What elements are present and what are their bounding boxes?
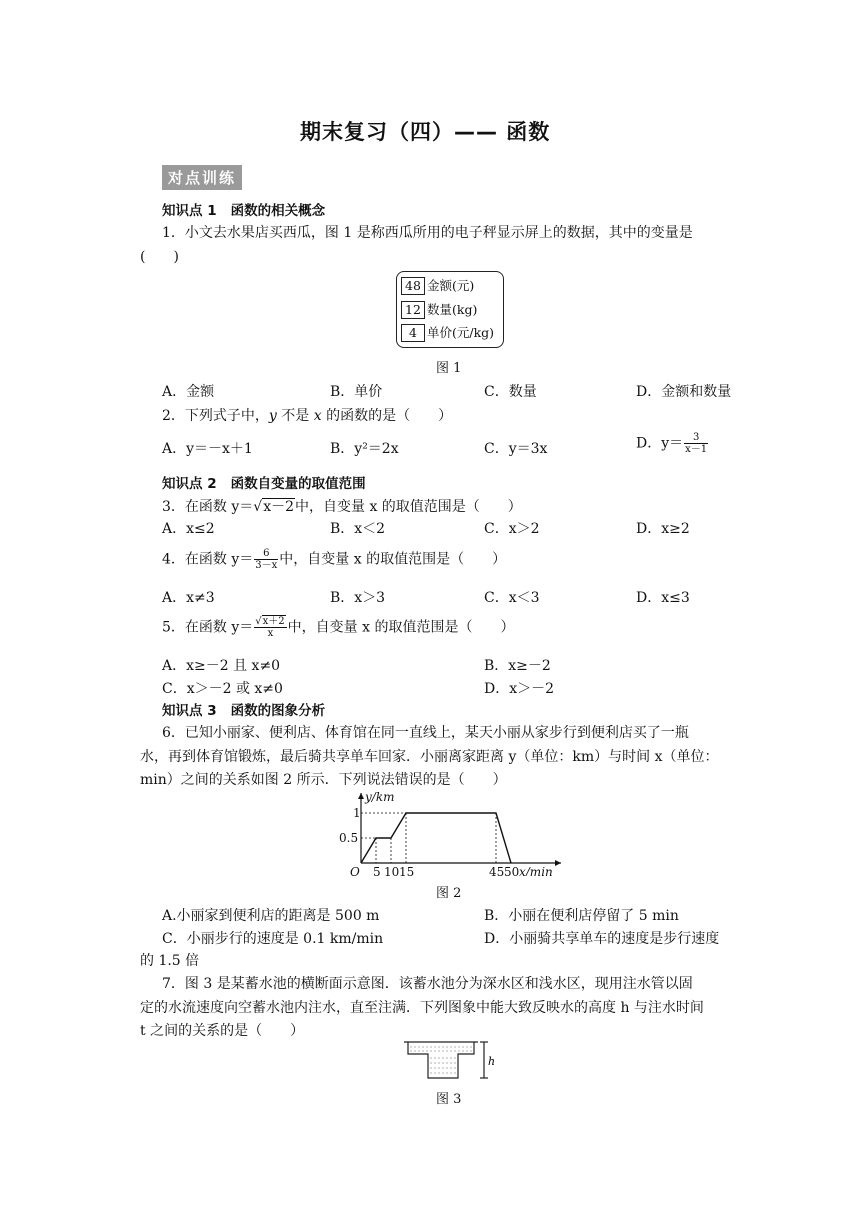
- figure-3-caption: 图 3: [436, 1092, 462, 1107]
- x-tick-label: 45: [489, 865, 505, 876]
- y-axis-arrow: [358, 793, 364, 799]
- scale-display-figure: [396, 271, 504, 348]
- question-5-stem: [162, 616, 514, 639]
- question-7-line-1: 7．图 3 是某蓄水池的横断面示意图．该蓄水池分为深水区和浅水区，现用注水管以固: [162, 976, 693, 992]
- q2-d-text: D．y＝: [636, 435, 684, 452]
- series-line: [361, 813, 511, 863]
- kp-number: 知识点 1: [162, 203, 217, 219]
- q1-option-a[interactable]: A．金额: [162, 384, 215, 400]
- q2-text: 不是: [276, 408, 314, 424]
- q3-text: 中，自变量 x 的取值范围是（ ）: [295, 499, 522, 515]
- numerator: 3: [684, 432, 708, 444]
- numerator: √x＋2: [255, 616, 285, 627]
- fraction: [684, 432, 708, 455]
- denominator: x: [267, 628, 274, 639]
- q3-option-c[interactable]: C．x＞2: [484, 521, 540, 537]
- question-7-line-2: 定的水流速度向空蓄水池内注水，直至注满．下列图象中能大致反映水的高度 h 与注水时间: [140, 1000, 704, 1016]
- scale-value: 4: [401, 324, 425, 342]
- scale-row: [401, 300, 477, 319]
- section-label: 对点训练: [162, 165, 242, 190]
- scale-label: 单价(元/kg): [427, 325, 495, 340]
- y-axis-label: y/km: [365, 790, 395, 804]
- x-tick-label: 50: [504, 865, 520, 876]
- kp-number: 知识点 3: [162, 703, 217, 719]
- kp-title: 函数的相关概念: [230, 203, 326, 219]
- x-tick-label: 15: [399, 865, 415, 876]
- q2-text: 的函数的是（ ）: [321, 408, 453, 424]
- q1-option-b[interactable]: B．单价: [330, 384, 383, 400]
- fraction: [254, 548, 278, 571]
- q2-var-y: y: [268, 408, 277, 424]
- scale-value: 48: [401, 277, 425, 295]
- scale-value: 12: [401, 301, 425, 319]
- q6-option-d[interactable]: D．小丽骑共享单车的速度是步行速度: [484, 931, 720, 947]
- x-axis-label: x/min: [519, 865, 553, 876]
- question-3-stem: 3．在函数 y＝√x－2中，自变量 x 的取值范围是（ ）: [162, 499, 522, 515]
- q2-option-c[interactable]: C．y＝3x: [484, 441, 548, 457]
- q6-option-b[interactable]: B．小丽在便利店停留了 5 min: [484, 908, 679, 924]
- q5-option-a[interactable]: A．x≥－2 且 x≠0: [162, 658, 281, 674]
- question-6-line-1: 6．已知小丽家、便利店、体育馆在同一直线上，某天小丽从家步行到便利店买了一瓶: [162, 725, 689, 741]
- sqrt-expr: x－2: [263, 499, 295, 515]
- kp-title: 函数的图象分析: [230, 703, 326, 719]
- q5-option-c[interactable]: C．x＞－2 或 x≠0: [162, 681, 283, 697]
- fraction: [254, 616, 286, 639]
- q6-option-d-continued: 的 1.5 倍: [140, 953, 200, 969]
- scale-row: [401, 276, 474, 295]
- q3-option-d[interactable]: D．x≥2: [636, 521, 690, 537]
- question-6-line-2: 水，再到体育馆锻炼，最后骑共享单车回家．小丽离家距离 y（单位：km）与时间 x（单位：: [140, 749, 719, 765]
- denominator: 3－x: [255, 560, 278, 571]
- q2-option-d[interactable]: [636, 432, 709, 455]
- scale-label: 数量(kg): [427, 302, 478, 317]
- q2-text: 2．下列式子中，: [162, 408, 269, 424]
- x-axis-arrow: [555, 860, 561, 866]
- q4-option-a[interactable]: A．x≠3: [162, 590, 215, 606]
- q1-option-d[interactable]: D．金额和数量: [636, 384, 732, 400]
- q3-text: 3．在函数 y＝: [162, 499, 254, 515]
- reservoir-outline: [408, 1042, 474, 1078]
- knowledge-point-1: [162, 199, 325, 219]
- page-title: 期末复习（四）—— 函数: [300, 120, 551, 144]
- x-tick-label: 5: [373, 865, 381, 876]
- x-tick-label: 10: [384, 865, 400, 876]
- distance-time-chart: [330, 788, 570, 876]
- denominator: x－1: [685, 444, 708, 455]
- sqrt-expr: x＋2: [262, 616, 285, 627]
- kp-title: 函数自变量的取值范围: [230, 476, 366, 492]
- question-7-line-3: t 之间的关系的是（ ）: [140, 1023, 305, 1039]
- scale-row: [401, 323, 494, 342]
- question-6-line-3: min）之间的关系如图 2 所示．下列说法错误的是（ ）: [140, 772, 507, 788]
- y-tick-label: 1: [353, 806, 361, 820]
- reservoir-cross-section-figure: [400, 1036, 500, 1086]
- q1-option-c[interactable]: C．数量: [484, 384, 537, 400]
- q5-text: 中，自变量 x 的取值范围是（ ）: [287, 619, 515, 636]
- q5-option-d[interactable]: D．x＞－2: [484, 681, 555, 697]
- question-2-stem: [162, 405, 452, 425]
- knowledge-point-2: [162, 472, 366, 492]
- q6-option-a[interactable]: A.小丽家到便利店的距离是 500 m: [162, 908, 380, 924]
- kp-number: 知识点 2: [162, 476, 217, 492]
- question-4-stem: [162, 548, 506, 571]
- q2-option-b[interactable]: B．y²＝2x: [330, 441, 399, 457]
- q4-option-d[interactable]: D．x≤3: [636, 590, 690, 606]
- figure-1-caption: 图 1: [436, 361, 462, 376]
- scale-label: 金额(元): [427, 278, 475, 293]
- q6-option-c[interactable]: C．小丽步行的速度是 0.1 km/min: [162, 931, 384, 947]
- q4-text: 中，自变量 x 的取值范围是（ ）: [279, 551, 507, 568]
- q4-text: 4．在函数 y＝: [162, 551, 254, 568]
- q5-text: 5．在函数 y＝: [162, 619, 254, 636]
- numerator: 6: [254, 548, 278, 560]
- h-label: h: [488, 1055, 496, 1068]
- origin-label: O: [350, 865, 360, 876]
- q2-var-x: x: [313, 408, 322, 424]
- q4-option-b[interactable]: B．x＞3: [330, 590, 386, 606]
- question-1-line-1: 1．小文去水果店买西瓜，图 1 是称西瓜所用的电子秤显示屏上的数据，其中的变量是: [162, 225, 693, 241]
- q2-option-a[interactable]: A．y＝－x＋1: [162, 441, 253, 457]
- y-tick-label: 0.5: [339, 831, 359, 845]
- q4-option-c[interactable]: C．x＜3: [484, 590, 540, 606]
- knowledge-point-3: [162, 699, 325, 719]
- figure-2-caption: 图 2: [436, 886, 462, 901]
- q5-option-b[interactable]: B．x≥－2: [484, 658, 551, 674]
- q3-option-a[interactable]: A．x≤2: [162, 521, 215, 537]
- question-1-line-2: ( ): [140, 249, 179, 265]
- q3-option-b[interactable]: B．x＜2: [330, 521, 386, 537]
